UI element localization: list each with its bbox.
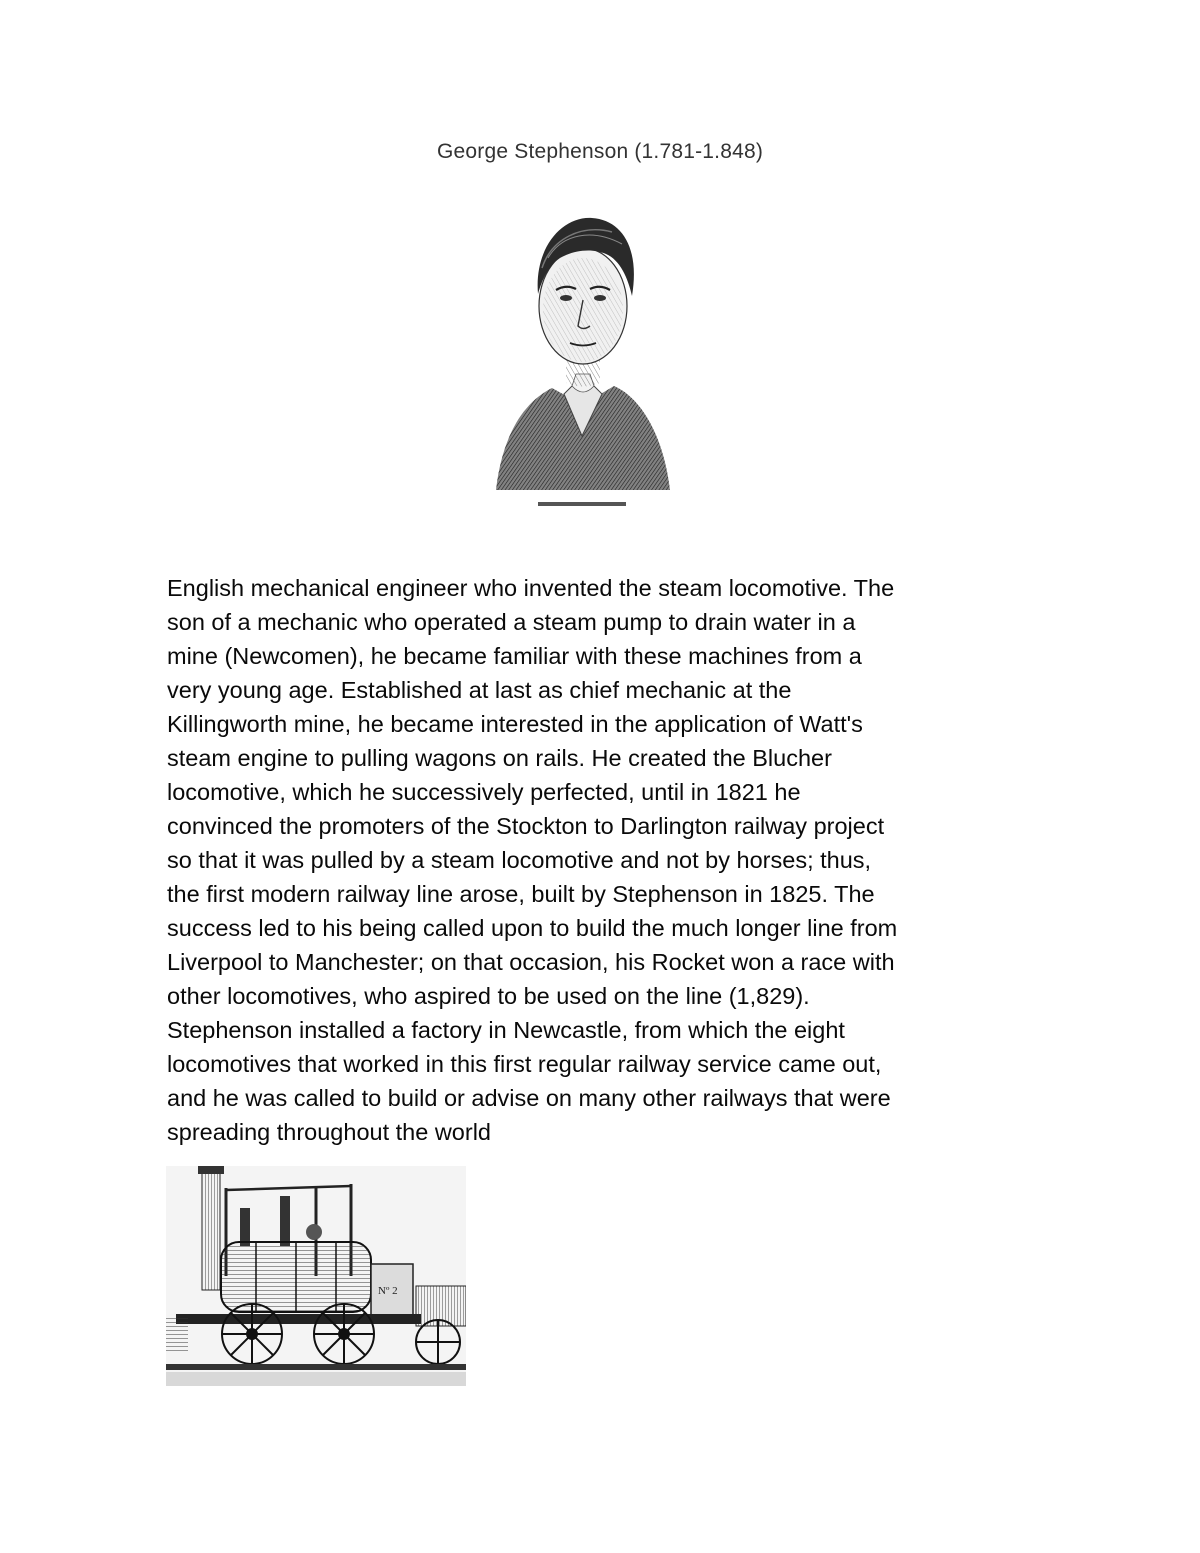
- text-line: convinced the promoters of the Stockton to Darlington railway project: [167, 813, 885, 839]
- text-line: other locomotives, who aspired to be used on the line (1,829).: [167, 983, 810, 1009]
- text-line: success led to his being called upon to build the much longer line from: [167, 915, 898, 941]
- portrait-engraving: [482, 198, 680, 516]
- text-line: English mechanical engineer who invented the steam locomotive. The: [167, 575, 895, 601]
- locomotive-engraving: [166, 1166, 466, 1386]
- text-line: locomotives that worked in this first regular railway service came out,: [167, 1051, 882, 1077]
- text-line: spreading throughout the world: [167, 1119, 491, 1145]
- biography-text: [167, 571, 1037, 1149]
- page-title: George Stephenson (1.781-1.848): [436, 140, 764, 163]
- text-line: so that it was pulled by a steam locomotive and not by horses; thus,: [167, 847, 872, 873]
- text-line: and he was called to build or advise on many other railways that were: [167, 1085, 891, 1111]
- text-line: Killingworth mine, he became interested in the application of Watt's: [167, 711, 863, 737]
- text-line: Stephenson installed a factory in Newcastle, from which the eight: [167, 1017, 845, 1043]
- text-line: steam engine to pulling wagons on rails. He created the Blucher: [167, 745, 832, 771]
- text-line: son of a mechanic who operated a steam pump to drain water in a: [167, 609, 856, 635]
- plate-number: Nº 2: [378, 1285, 398, 1297]
- text-line: mine (Newcomen), he became familiar with these machines from a: [167, 643, 862, 669]
- text-line: locomotive, which he successively perfected, until in 1821 he: [167, 779, 801, 805]
- text-line: very young age. Established at last as chief mechanic at the: [167, 677, 792, 703]
- text-line: Liverpool to Manchester; on that occasion, his Rocket won a race with: [167, 949, 895, 975]
- text-line: the first modern railway line arose, built by Stephenson in 1825. The: [167, 881, 875, 907]
